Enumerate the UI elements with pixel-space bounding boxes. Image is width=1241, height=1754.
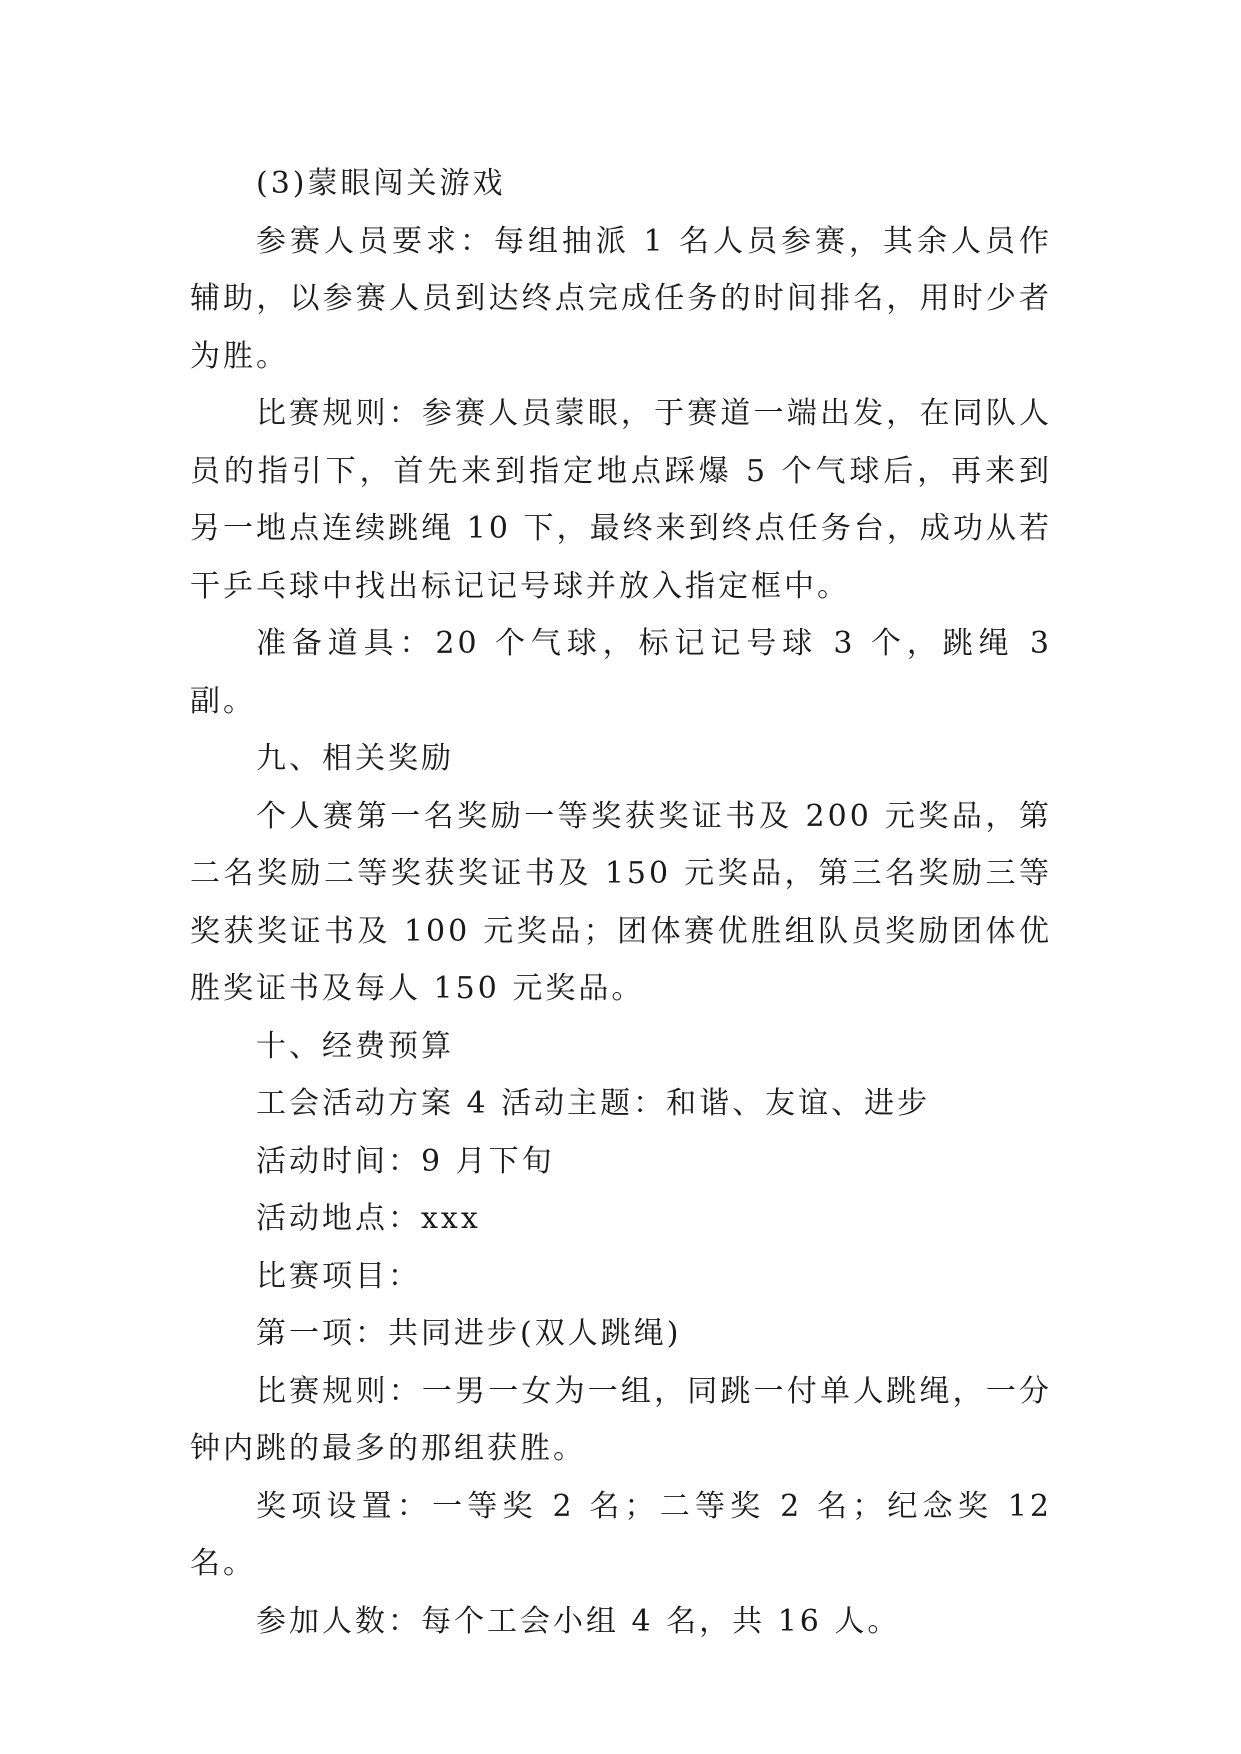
paragraph-activity-location: 活动地点：xxx — [256, 1201, 481, 1236]
paragraph-event-one-rules: 比赛规则：一男一女为一组，同跳一付单人跳绳，一分钟内跳的最多的那组获胜。 — [190, 1373, 1052, 1466]
paragraph-participant-count: 参加人数：每个工会小组 4 名，共 16 人。 — [256, 1603, 901, 1639]
paragraph-props: 准备道具：20 个气球，标记记号球 3 个，跳绳 3 副。 — [190, 626, 1052, 719]
paragraph-rewards: 个人赛第一名奖励一等奖获奖证书及 200 元奖品，第二名奖励二等奖获奖证书及 150 元奖品，第三名奖励三等奖获奖证书及 100 元奖品；团体赛优胜组队员奖励团体优胜奖证书及每人 150 元奖品。 — [190, 798, 1052, 1006]
section-heading-rewards: 九、相关奖励 — [256, 741, 454, 776]
section-heading-budget: 十、经费预算 — [256, 1028, 454, 1064]
paragraph-awards-setup: 奖项设置：一等奖 2 名；二等奖 2 名；纪念奖 12 名。 — [190, 1488, 1052, 1581]
paragraph-competition-rules: 比赛规则：参赛人员蒙眼，于赛道一端出发，在同队人员的指引下，首先来到指定地点踩爆 5 个气球后，再来到另一地点连续跳绳 10 下，最终来到终点任务台，成功从若干乒乓球中找出标记记号球并放入指定框中。 — [190, 396, 1052, 604]
paragraph-activity-theme: 工会活动方案 4 活动主题：和谐、友谊、进步 — [256, 1086, 931, 1121]
paragraph-activity-time: 活动时间：9 月下旬 — [256, 1143, 555, 1179]
document-body — [190, 155, 1052, 1650]
paragraph-participant-requirements: 参赛人员要求：每组抽派 1 名人员参赛，其余人员作辅助，以参赛人员到达终点完成任务的时间排名，用时少者为胜。 — [190, 223, 1052, 374]
paragraph-events-heading: 比赛项目： — [256, 1258, 421, 1294]
game-title-blindfold: (3)蒙眼闯关游戏 — [256, 166, 506, 201]
paragraph-event-one: 第一项：共同进步(双人跳绳) — [256, 1316, 682, 1351]
